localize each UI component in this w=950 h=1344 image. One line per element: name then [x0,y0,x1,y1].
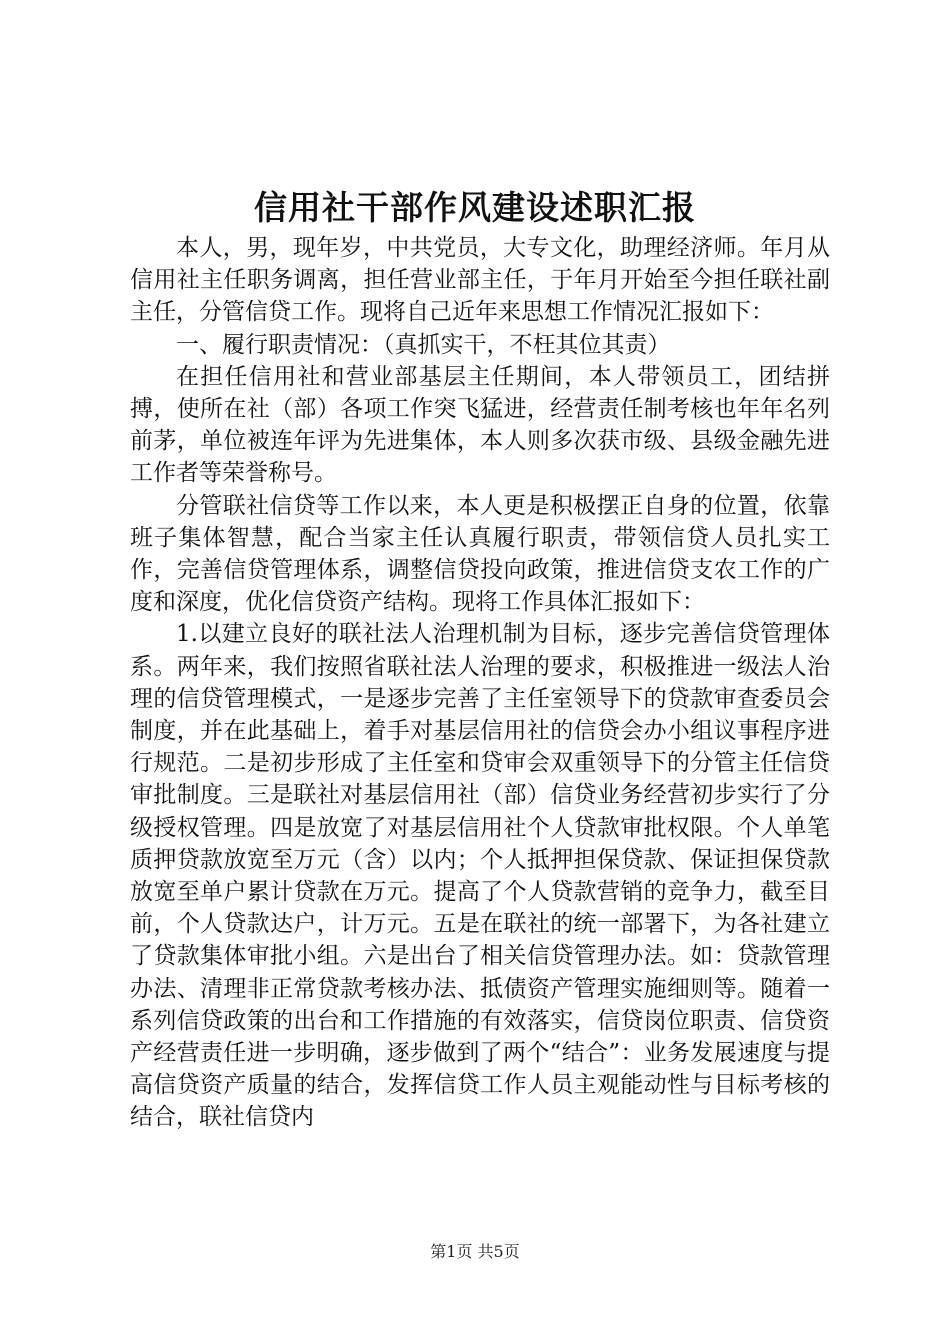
paragraph-section-heading: 一、履行职责情况：（真抓实干，不枉其位其责） [176,331,671,358]
document-title: 信用社干部作风建设述职汇报 [254,188,696,227]
document-body [130,232,830,1134]
paragraph-branch-period: 在担任信用社和营业部基层主任期间，本人带领员工，团结拼搏，使所在社（部）各项工作突飞猛进，经营责任制考核也年年名列前茅，单位被连年评为先进集体，本人则多次获市级、县级金融先进工作者等荣誉称号。 [130,363,830,487]
page-footer: 第1页 共5页 [430,1242,520,1261]
paragraph-intro: 本人，男，现年岁，中共党员，大专文化，助理经济师。年月从信用社主任职务调离，担任营业部主任，于年月开始至今担任联社副主任，分管信贷工作。现将自己近年来思想工作情况汇报如下： [130,235,830,326]
paragraph-credit-work: 分管联社信贷等工作以来，本人更是积极摆正自身的位置，依靠班子集体智慧，配合当家主任认真履行职责，带领信贷人员扎实工作，完善信贷管理体系，调整信贷投向政策，推进信贷支农工作的广度和深度，优化信贷资产结构。现将工作具体汇报如下： [130,492,830,616]
paragraph-item-1: 1.以建立良好的联社法人治理机制为目标，逐步完善信贷管理体系。两年来，我们按照省联社法人治理的要求，积极推进一级法人治理的信贷管理模式，一是逐步完善了主任室领导下的贷款审查委员会制度，并在此基础上，着手对基层信用社的信贷会办小组议事程序进行规范。二是初步形成了主任室和贷审会双重领导下的分管主任信贷审批制度。三是联社对基层信用社（部）信贷业务经营初步实行了分级授权管理。四是放宽了对基层信用社个人贷款审批权限。个人单笔质押贷款放宽至万元（含）以内；个人抵押担保贷款、保证担保贷款放宽至单户累计贷款在万元。提高了个人贷款营销的竞争力，截至目前，个人贷款达户，计万元。五是在联社的统一部署下，为各社建立了贷款集体审批小组。六是出台了相关信贷管理办法。如：贷款管理办法、清理非正常贷款考核办法、抵债资产管理实施细则等。随着一系列信贷政策的出台和工作措施的有效落实，信贷岗位职责、信贷资产经营责任进一步明确，逐步做到了两个“结合”：业务发展速度与提高信贷资产质量的结合，发挥信贷工作人员主观能动性与目标考核的结合，联社信贷内 [130,621,830,1131]
